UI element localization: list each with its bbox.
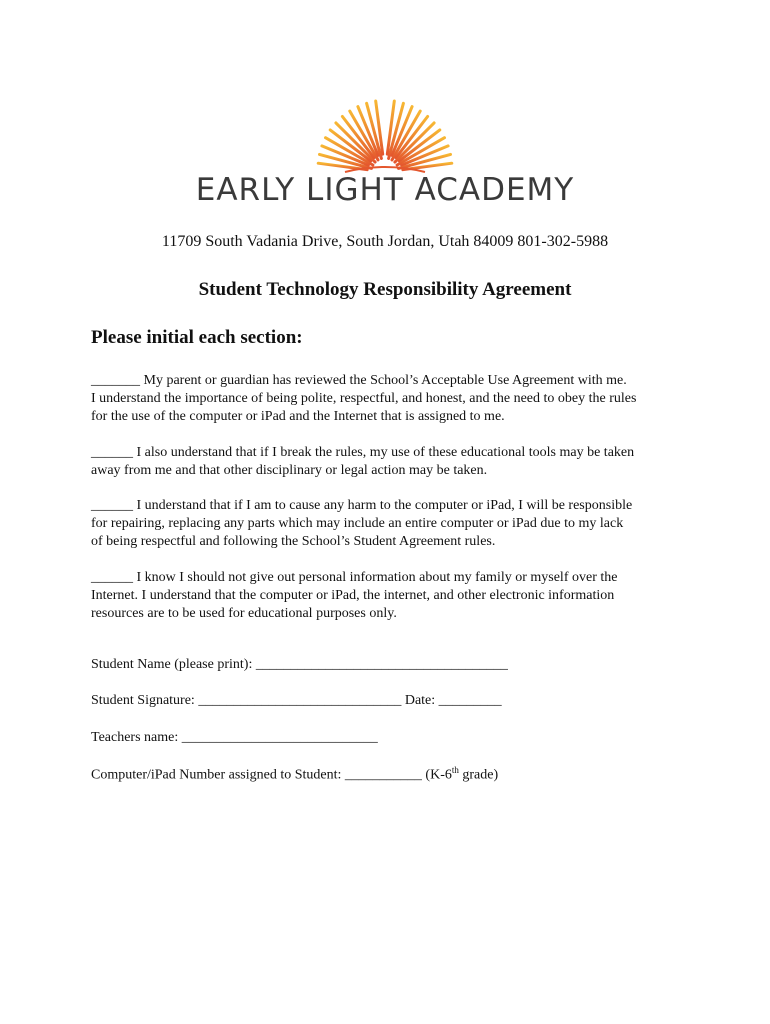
teachers-name-field[interactable]: ____________________________ <box>181 730 378 745</box>
logo-wordmark: EARLY LIGHT ACADEMY <box>195 172 575 208</box>
section-line: ______ I know I should not give out personal information about my family or myself over the <box>91 570 618 585</box>
student-name-row <box>91 657 508 673</box>
teachers-name-label: Teachers name: <box>91 730 182 745</box>
section-line: for the use of the computer or iPad and the Internet that is assigned to me. <box>91 409 505 424</box>
agreement-section-1 <box>91 372 691 426</box>
computer-number-row <box>91 765 498 784</box>
section-line: for repairing, replacing any parts which may include an entire computer or iPad due to my lack <box>91 516 624 531</box>
date-field[interactable]: _________ <box>438 693 502 708</box>
section-line: away from me and that other disciplinary or legal action may be taken. <box>91 463 488 478</box>
initial-blank[interactable]: ______ <box>91 498 133 513</box>
initial-blank[interactable]: _______ <box>91 373 140 388</box>
student-signature-label: Student Signature: <box>91 693 199 708</box>
date-label: Date: <box>401 693 439 708</box>
section-line: ______ I also understand that if I break the rules, my use of these educational tools may be taken <box>91 445 635 460</box>
section-line: Internet. I understand that the computer or iPad, the internet, and other electronic information <box>91 588 615 603</box>
initial-blank[interactable]: ______ <box>91 445 133 460</box>
grade-suffix: grade) <box>458 767 499 783</box>
teachers-name-row <box>91 730 378 746</box>
grade-range-text: (K-6 <box>421 767 452 783</box>
agreement-section-3 <box>91 497 691 551</box>
school-logo <box>0 92 770 217</box>
student-name-label: Student Name (please print): <box>91 657 256 672</box>
student-name-field[interactable]: ____________________________________ <box>255 657 508 672</box>
computer-number-label: Computer/iPad Number assigned to Student: <box>91 767 345 783</box>
section-line: I understand the importance of being polite, respectful, and honest, and the need to obey the rules <box>91 391 637 406</box>
grade-superscript: th <box>451 765 459 775</box>
initial-blank[interactable]: ______ <box>91 570 133 585</box>
instructions-heading: Please initial each section: <box>91 327 303 348</box>
section-line: of being respectful and following the School’s Student Agreement rules. <box>91 534 496 549</box>
school-address: 11709 South Vadania Drive, South Jordan, Utah 84009 801-302-5988 <box>161 233 609 250</box>
agreement-section-4 <box>91 569 691 623</box>
sunburst-icon <box>315 92 455 174</box>
section-line: resources are to be used for educational purposes only. <box>91 606 397 621</box>
section-line: ______ I understand that if I am to cause any harm to the computer or iPad, I will be responsible <box>91 498 633 513</box>
document-title: Student Technology Responsibility Agreement <box>198 279 572 300</box>
signature-row <box>91 693 502 709</box>
computer-number-field[interactable]: ___________ <box>344 767 422 783</box>
section-line: _______ My parent or guardian has reviewed the School’s Acceptable Use Agreement with me. <box>91 373 627 388</box>
student-signature-field[interactable]: _____________________________ <box>198 693 402 708</box>
agreement-section-2 <box>91 444 691 480</box>
